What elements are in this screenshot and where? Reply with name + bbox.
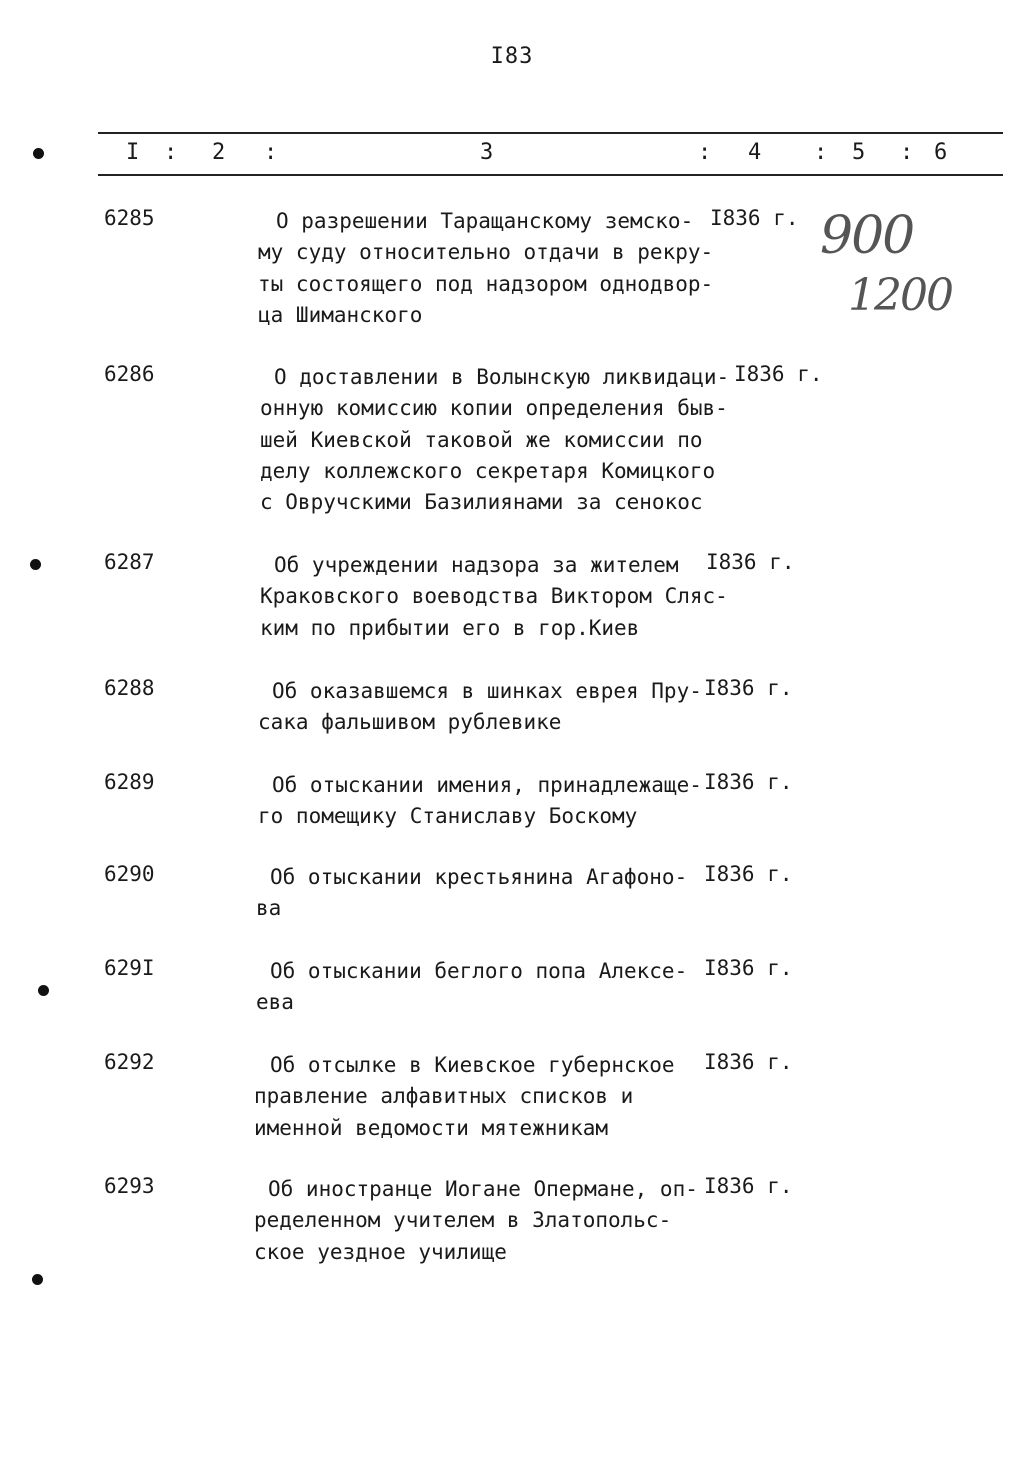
entry-line: му суду относительно отдачи в рекру-	[258, 240, 714, 265]
punch-hole-dot	[38, 985, 49, 996]
entry-number: 6288	[104, 676, 155, 700]
entry-number: 6286	[104, 362, 155, 386]
column-separator: :	[164, 140, 178, 165]
entry-description	[258, 676, 728, 739]
entry-description	[258, 770, 728, 833]
header-rule-bottom	[98, 174, 1003, 176]
entry-line: Об учреждении надзора за жителем	[274, 553, 679, 577]
entry-year: I836 г.	[704, 1050, 793, 1074]
column-separator: :	[814, 140, 828, 165]
entry-number: 6287	[104, 550, 155, 574]
column-header: 2	[212, 140, 226, 165]
entry-line: ца Шиманского	[258, 302, 423, 327]
entry-line: ева	[256, 990, 294, 1015]
entry-line: О доставлении в Волынскую ликвидаци-	[274, 365, 730, 389]
entry-year: I836 г.	[734, 362, 823, 386]
entry-line: Об отыскании беглого попа Алексе-	[270, 959, 688, 983]
entry-line: О разрешении Таращанскому земско-	[276, 209, 694, 233]
entry-number: 6290	[104, 862, 155, 886]
column-separator: :	[900, 140, 914, 165]
entry-line: именной ведомости мятежникам	[254, 1115, 609, 1140]
entry-line: Об отыскании крестьянина Агафоно-	[270, 865, 688, 889]
handwritten-note: 900	[820, 206, 914, 266]
entry-line: Об иностранце Иогане Опермане, оп-	[268, 1177, 698, 1201]
entry-description	[254, 1174, 724, 1268]
entry-line: правление алфавитных списков и	[254, 1084, 634, 1109]
entry-line: с Овручскими Базилиянами за сенокос	[260, 490, 703, 515]
entry-line: Об отыскании имения, принадлежаще-	[272, 773, 702, 797]
entry-line: Об отсылке в Киевское губернское	[270, 1053, 675, 1077]
entry-line: делу коллежского секретаря Комицкого	[260, 458, 716, 483]
column-header: I	[126, 140, 140, 165]
entry-number: 6289	[104, 770, 155, 794]
column-separator: :	[264, 140, 278, 165]
entry-year: I836 г.	[704, 770, 793, 794]
entry-line: ское уездное училище	[254, 1239, 507, 1264]
entry-year: I836 г.	[704, 862, 793, 886]
punch-hole-dot	[32, 1274, 43, 1285]
entry-line: го помещику Станиславу Боскому	[258, 804, 638, 829]
entry-description	[254, 1050, 724, 1144]
entry-description	[256, 862, 726, 925]
entry-year: I836 г.	[704, 956, 793, 980]
entry-year: I836 г.	[704, 1174, 793, 1198]
entry-line: шей Киевской таковой же комиссии по	[260, 427, 703, 452]
entry-number: 6293	[104, 1174, 155, 1198]
entry-number: 629I	[104, 956, 155, 980]
header-rule-top	[98, 132, 1003, 134]
entry-description	[256, 956, 726, 1019]
punch-hole-dot	[30, 559, 41, 570]
entry-year: I836 г.	[706, 550, 795, 574]
entry-year: I836 г.	[710, 206, 799, 230]
entry-line: ким по прибытии его в гор.Киев	[260, 615, 640, 640]
entry-number: 6292	[104, 1050, 155, 1074]
column-header: 5	[852, 140, 866, 165]
entry-line: ва	[256, 896, 282, 921]
entry-line: Об оказавшемся в шинках еврея Пру-	[272, 679, 702, 703]
entry-number: 6285	[104, 206, 155, 230]
column-header: 6	[934, 140, 948, 165]
column-header: 3	[480, 140, 494, 165]
handwritten-note: 1200	[848, 270, 952, 321]
entry-description	[260, 362, 730, 518]
entry-line: онную комиссию копии определения быв-	[260, 396, 728, 421]
column-separator: :	[698, 140, 712, 165]
entry-line: ты состоящего под надзором однодвор-	[258, 271, 714, 296]
entry-year: I836 г.	[704, 676, 793, 700]
entry-line: ределенном учителем в Златопольс-	[254, 1208, 672, 1233]
entry-line: Краковского воеводства Виктором Сляс-	[260, 584, 728, 609]
page-number: I83	[490, 44, 534, 69]
entry-line: сака фальшивом рублевике	[258, 710, 562, 735]
entry-description	[260, 550, 730, 644]
entry-description	[258, 206, 728, 331]
punch-hole-dot	[33, 148, 44, 159]
column-header: 4	[748, 140, 762, 165]
